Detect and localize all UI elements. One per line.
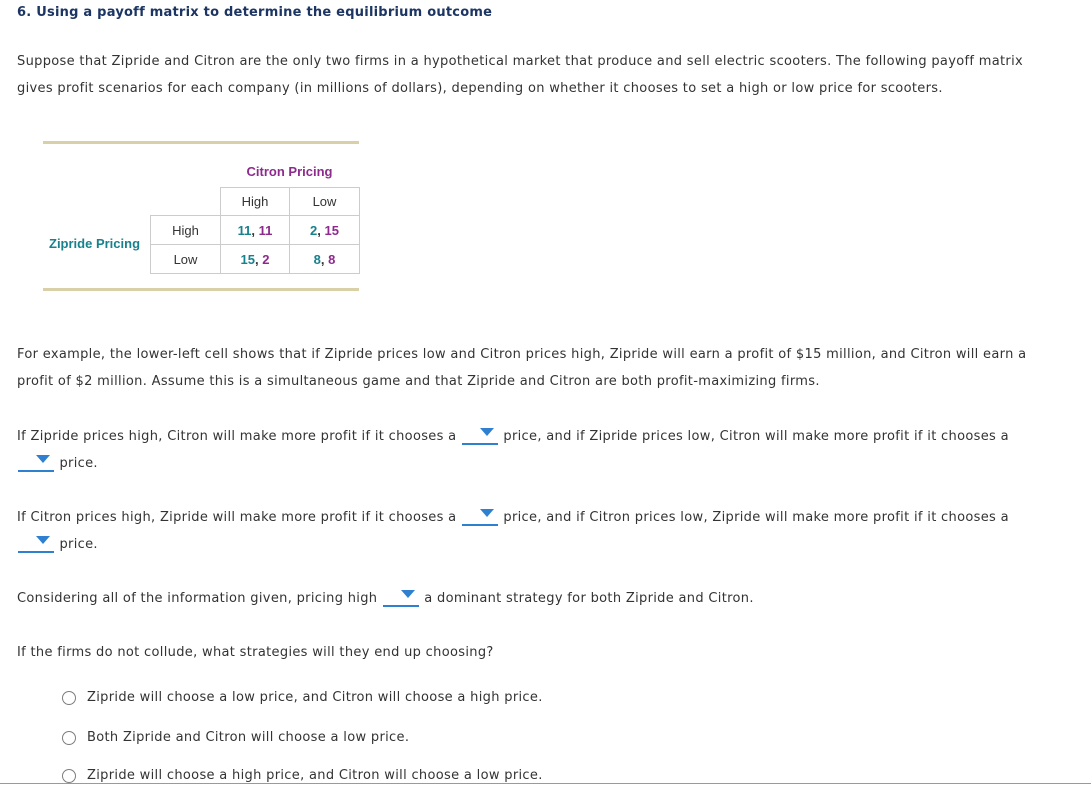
citron-choice-if-zipride-low-dropdown[interactable] — [18, 453, 54, 472]
question-text-part-2: price, and if Citron prices low, Zipride will make more profit if it chooses a — [503, 510, 1009, 525]
citron-payoff: 8 — [328, 251, 336, 267]
answer-option-label[interactable]: Zipride will choose a low price, and Citron will choose a high price. — [87, 690, 543, 705]
is-dominant-strategy-dropdown[interactable] — [383, 588, 419, 607]
example-paragraph: For example, the lower-left cell shows that if Zipride prices low and Citron prices high, Zipride will earn a profit of $15 million, and Citron will earn a profit of $2 million. Assume this is a simultaneous game and that Zipride and Citron are both profit-maximizing firms. — [17, 347, 1027, 389]
question-text-part-3: price. — [59, 456, 98, 471]
question-text-part-3: price. — [59, 537, 98, 552]
row-player-label: Zipride Pricing — [49, 236, 141, 251]
payoff-separator: , — [255, 251, 263, 267]
intro-paragraph: Suppose that Zipride and Citron are the only two firms in a hypothetical market that produce and sell electric scooters. The following payoff matrix gives profit scenarios for each company (in millions of dollars), depending on whether it chooses to set a high or low price for scooters. — [17, 54, 1024, 96]
bottom-divider — [0, 783, 1091, 784]
zipride-choice-if-citron-high-dropdown[interactable] — [462, 507, 498, 526]
empty-corner-cell — [151, 188, 221, 216]
question-text-part-1: If Zipride prices high, Citron will make more profit if it chooses a — [17, 429, 457, 444]
column-header-high: High — [221, 188, 290, 216]
payoff-table — [150, 187, 360, 274]
payoff-matrix — [43, 141, 359, 291]
payoff-separator: , — [320, 251, 329, 267]
payoff-cell-low-low — [290, 245, 360, 274]
zipride-payoff: 15 — [240, 251, 255, 267]
chevron-down-icon[interactable] — [480, 428, 494, 436]
question-text-part-2: a dominant strategy for both Zipride and Citron. — [424, 591, 754, 606]
zipride-choice-if-citron-low-dropdown[interactable] — [18, 534, 54, 553]
chevron-down-icon[interactable] — [36, 455, 50, 463]
row-header-low: Low — [151, 245, 221, 274]
column-header-low: Low — [290, 188, 360, 216]
payoff-cell-high-high — [221, 216, 290, 245]
payoff-cell-low-high — [221, 245, 290, 274]
zipride-payoff: 11 — [237, 222, 252, 238]
answer-option-2[interactable] — [0, 729, 700, 747]
column-player-label: Citron Pricing — [246, 164, 333, 179]
question-text-part-2: price, and if Zipride prices low, Citron will make more profit if it chooses a — [503, 429, 1009, 444]
zipride-payoff: 2 — [310, 222, 318, 238]
question-title: 6. Using a payoff matrix to determine the equilibrium outcome — [17, 5, 493, 20]
answer-option-1[interactable] — [0, 689, 700, 707]
radio-button[interactable] — [62, 769, 76, 783]
citron-payoff: 11 — [258, 222, 273, 238]
chevron-down-icon[interactable] — [480, 509, 494, 517]
answer-option-label[interactable]: Both Zipride and Citron will choose a low price. — [87, 730, 410, 745]
payoff-separator: , — [317, 222, 325, 238]
citron-payoff: 2 — [262, 251, 270, 267]
matrix-top-rule — [43, 141, 359, 144]
chevron-down-icon[interactable] — [401, 590, 415, 598]
question-citron-best-response — [17, 423, 1037, 477]
payoff-separator: , — [251, 222, 259, 238]
matrix-bottom-rule — [43, 288, 359, 291]
payoff-cell-high-low — [290, 216, 360, 245]
question-dominant-strategy — [17, 585, 1037, 612]
question-text-part-1: Considering all of the information given, pricing high — [17, 591, 378, 606]
radio-button[interactable] — [62, 731, 76, 745]
radio-button[interactable] — [62, 691, 76, 705]
question-text-part-1: If Citron prices high, Zipride will make more profit if it chooses a — [17, 510, 457, 525]
zipride-payoff: 8 — [313, 251, 321, 267]
answer-option-label[interactable]: Zipride will choose a high price, and Citron will choose a low price. — [87, 768, 543, 783]
row-header-high: High — [151, 216, 221, 245]
chevron-down-icon[interactable] — [36, 536, 50, 544]
question-zipride-best-response — [17, 504, 1037, 558]
citron-choice-if-zipride-high-dropdown[interactable] — [462, 426, 498, 445]
mc-question-prompt: If the firms do not collude, what strategies will they end up choosing? — [17, 645, 494, 660]
citron-payoff: 15 — [324, 222, 339, 238]
